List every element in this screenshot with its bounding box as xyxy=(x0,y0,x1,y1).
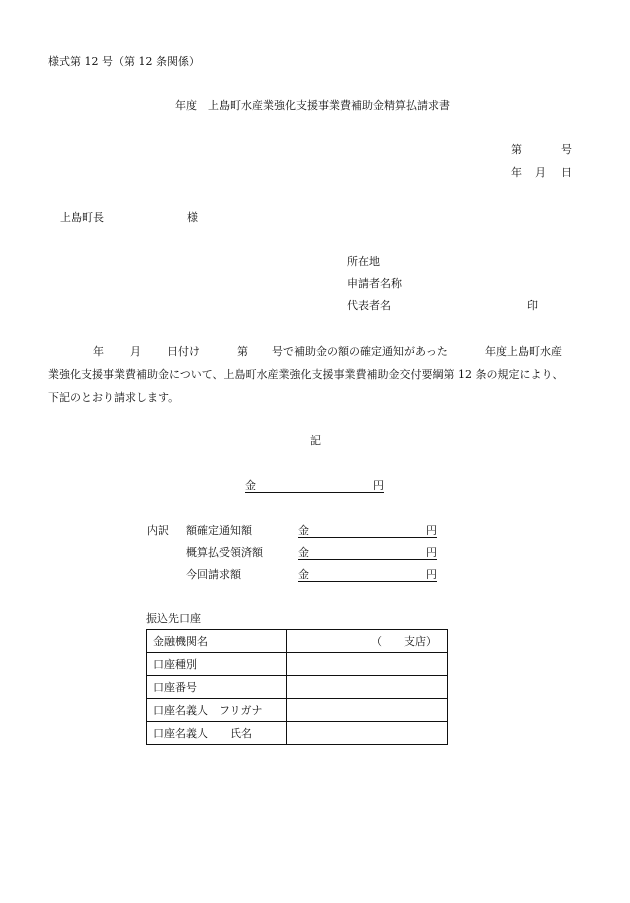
document-title: 年度 上島町水産業強化支援事業費補助金精算払請求書 xyxy=(175,99,450,112)
breakdown-amount-line xyxy=(298,547,437,560)
breakdown-item-name: 額確定通知額 xyxy=(186,524,252,537)
breakdown-amount-line xyxy=(298,525,437,538)
applicant-name-label: 申請者名称 xyxy=(347,277,402,290)
account-table xyxy=(146,629,448,745)
para-month: 月 xyxy=(130,345,141,358)
account-row-number xyxy=(147,676,448,699)
doc-number-dai: 第 xyxy=(511,143,522,156)
breakdown-en: 円 xyxy=(426,524,437,537)
total-amount-line xyxy=(245,480,384,493)
ki-heading: 記 xyxy=(310,434,321,447)
account-number-label: 口座番号 xyxy=(147,676,287,699)
account-holder-name-label: 口座名義人 氏名 xyxy=(147,722,287,745)
bank-name-label: 金融機関名 xyxy=(147,630,287,653)
doc-number-go: 号 xyxy=(561,143,572,156)
paragraph-line-1 xyxy=(48,346,588,369)
date-year: 年 xyxy=(511,166,522,179)
account-holder-kana-field[interactable] xyxy=(287,699,448,722)
total-kin: 金 xyxy=(245,479,256,492)
breakdown-item-name: 今回請求額 xyxy=(186,568,241,581)
addressee-honorific: 様 xyxy=(187,211,198,224)
date-month: 月 xyxy=(535,166,546,179)
breakdown-kin: 金 xyxy=(298,546,309,559)
breakdown-en: 円 xyxy=(426,568,437,581)
account-type-field[interactable] xyxy=(287,653,448,676)
applicant-address-label: 所在地 xyxy=(347,255,380,268)
account-row-holder-kana xyxy=(147,699,448,722)
breakdown-en: 円 xyxy=(426,546,437,559)
paragraph-line-2: 業強化支援事業費補助金について、上島町水産業強化支援事業費補助金交付要綱第 12 条の規定により、 xyxy=(48,368,564,381)
breakdown-label: 内訳 xyxy=(147,524,169,537)
account-type-label: 口座種別 xyxy=(147,653,287,676)
breakdown-item-name: 概算払受領済額 xyxy=(186,546,263,559)
request-paragraph xyxy=(48,346,588,415)
para-date: 日付け xyxy=(167,345,200,358)
breakdown-kin: 金 xyxy=(298,524,309,537)
account-holder-name-field[interactable] xyxy=(287,722,448,745)
para-tail: 年度上島町水産 xyxy=(485,345,562,358)
date-day: 日 xyxy=(561,166,572,179)
para-year: 年 xyxy=(93,345,104,358)
addressee-name: 上島町長 xyxy=(60,211,104,224)
total-en: 円 xyxy=(373,479,384,492)
breakdown-kin: 金 xyxy=(298,568,309,581)
bank-branch-field[interactable]: （ 支店） xyxy=(287,630,448,653)
seal-mark: 印 xyxy=(527,299,538,312)
applicant-representative-label: 代表者名 xyxy=(347,299,391,312)
breakdown-amount-line xyxy=(298,569,437,582)
account-row-holder-name xyxy=(147,722,448,745)
account-holder-kana-label: 口座名義人 フリガナ xyxy=(147,699,287,722)
account-number-field[interactable] xyxy=(287,676,448,699)
account-row-bank xyxy=(147,630,448,653)
form-number: 様式第 12 号（第 12 条関係） xyxy=(48,55,200,68)
para-dai: 第 xyxy=(237,345,248,358)
paragraph-line-3: 下記のとおり請求します。 xyxy=(48,391,180,404)
account-row-type xyxy=(147,653,448,676)
account-heading: 振込先口座 xyxy=(146,612,201,625)
para-middle: 号で補助金の額の確定通知があった xyxy=(272,345,448,358)
